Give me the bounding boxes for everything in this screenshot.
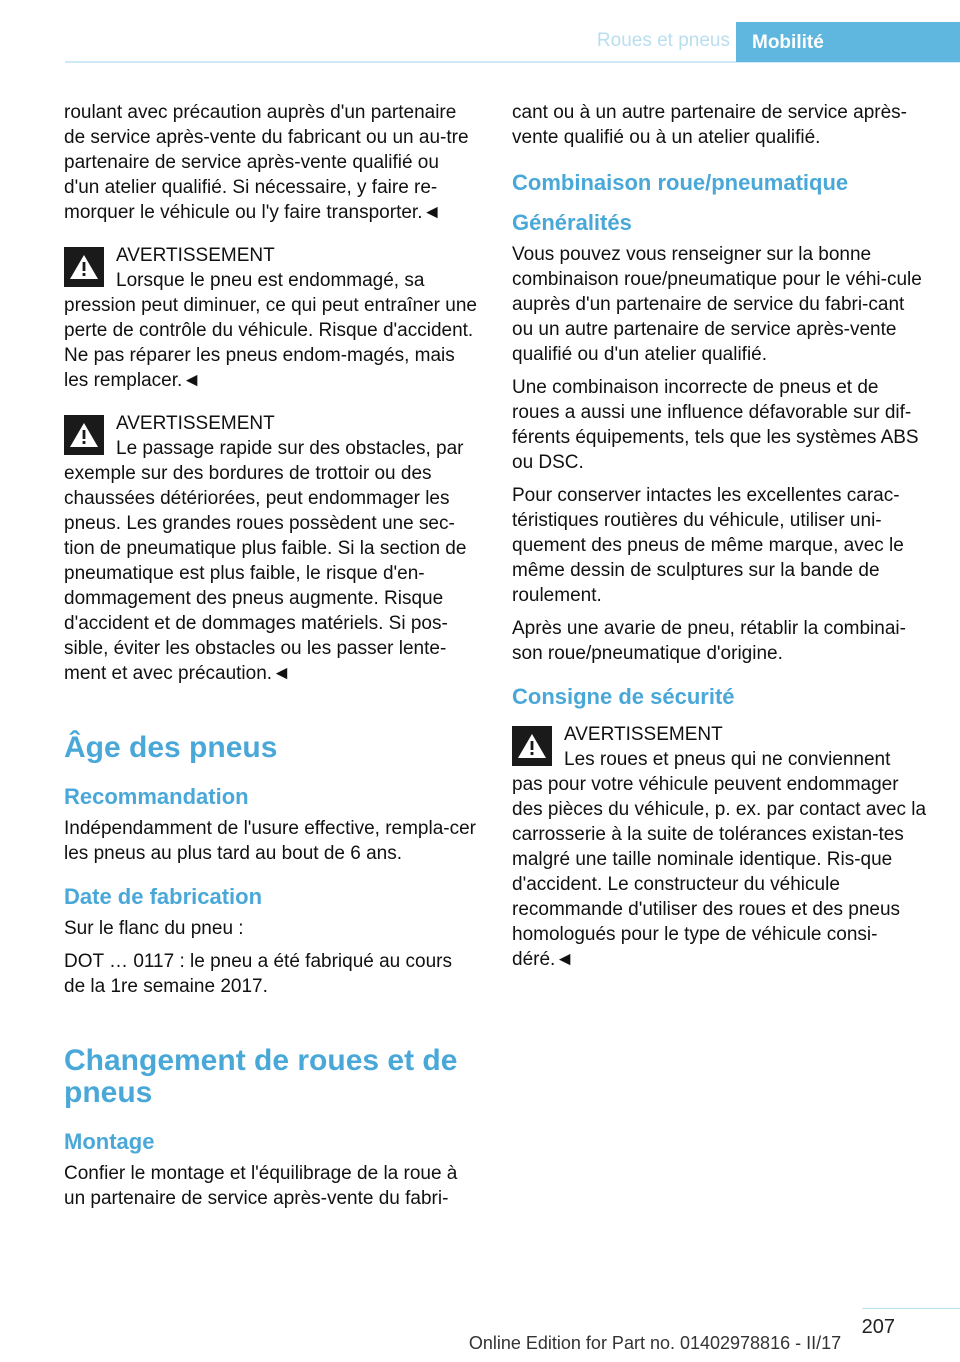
paragraph: Pour conserver intactes les excellentes carac-téristiques routières du véhicule, utiliser uni-quement des pneus de même marque, avec le même dessin de sculptures sur la bande de roulement. xyxy=(512,485,904,606)
warning-text: pression peut diminuer, ce qui peut entraîner une perte de contrôle du véhicule. Risque d'accident. Ne pas réparer les pneus endom-magés, mais les remplacer.◄ xyxy=(64,295,477,391)
paragraph: Une combinaison incorrecte de pneus et de roues a aussi une influence défavorable sur dif-férents équipements, tels que les systèmes ABS ou DSC. xyxy=(512,377,919,473)
warning-block xyxy=(64,243,478,393)
warning-title: AVERTISSEMENT xyxy=(116,413,275,434)
paragraph: Confier le montage et l'équilibrage de la roue à un partenaire de service après-vente du fabri- xyxy=(64,1163,458,1209)
edition-footer: Online Edition for Part no. 01402978816 - II/17 xyxy=(468,1333,842,1353)
heading-consigne-de-securite: Consigne de sécurité xyxy=(512,684,735,709)
paragraph: Sur le flanc du pneu : xyxy=(64,918,244,939)
heading-changement-de-roues: Changement de roues et de pneus xyxy=(64,1044,458,1109)
heading-recommandation: Recommandation xyxy=(64,784,249,809)
warning-block xyxy=(512,722,930,972)
paragraph: cant ou à un autre partenaire de service après-vente qualifié ou à un atelier qualifié. xyxy=(512,102,908,148)
warning-icon xyxy=(512,726,552,766)
left-column xyxy=(64,100,478,1219)
paragraph: Vous pouvez vous renseigner sur la bonne combinaison roue/pneumatique pour le véhi-cule auprès d'un partenaire de service du fabri-cant ou un autre partenaire de service après-vente qualifié ou d'un atelier qualifié. xyxy=(512,244,922,365)
heading-montage: Montage xyxy=(64,1129,155,1154)
heading-combinaison-roue-pneumatique: Combinaison roue/pneumatique xyxy=(512,170,849,195)
right-column xyxy=(512,100,930,980)
warning-text: exemple sur des bordures de trottoir ou des chaussées détériorées, peut endommager les pneus. Les grandes roues possèdent une sec-tion de pneumatique plus faible. Si la section de pneumatique est plus faible, le risque d'en-dommagement des pneus augmente. Risque d'accident et de dommages matériels. Si pos-sible, éviter les obstacles ou les passer lente-ment et avec précaution.◄ xyxy=(64,463,467,684)
warning-icon xyxy=(64,247,104,287)
page-number-rule xyxy=(862,1308,960,1309)
warning-icon xyxy=(64,415,104,455)
heading-generalites: Généralités xyxy=(512,210,632,235)
warning-first-line: Le passage rapide sur des obstacles, par xyxy=(116,438,464,459)
heading-age-des-pneus: Âge des pneus xyxy=(64,731,278,764)
paragraph: Après une avarie de pneu, rétablir la combinai-son roue/pneumatique d'origine. xyxy=(512,618,906,664)
page-number: 207 xyxy=(861,1316,895,1338)
warning-title: AVERTISSEMENT xyxy=(564,724,723,745)
warning-block xyxy=(64,411,478,686)
warning-title: AVERTISSEMENT xyxy=(116,245,275,266)
warning-text: pas pour votre véhicule peuvent endommager des pièces du véhicule, p. ex. par contact avec la carrosserie à la suite de tolérances existan-tes malgré une taille nominale identique. Ris-que d'accident. Le constructeur du véhicule recommande d'utiliser des roues et des pneus homologués pour le type de véhicule consi-déré.◄ xyxy=(512,774,927,970)
warning-first-line: Les roues et pneus qui ne conviennent xyxy=(564,749,891,770)
paragraph: roulant avec précaution auprès d'un partenaire de service après-vente du fabricant ou un au-tre partenaire de service après-vente qualifié ou d'un atelier qualifié. Si nécessaire, y faire re-morquer le véhicule ou l'y faire transporter.◄ xyxy=(64,102,469,223)
header-section-title: Roues et pneus xyxy=(596,30,730,51)
warning-first-line: Lorsque le pneu est endommagé, sa xyxy=(116,270,425,291)
paragraph: DOT … 0117 : le pneu a été fabriqué au cours de la 1re semaine 2017. xyxy=(64,951,452,997)
header-chapter-tab: Mobilité xyxy=(736,22,960,62)
heading-date-de-fabrication: Date de fabrication xyxy=(64,884,263,909)
paragraph: Indépendamment de l'usure effective, rempla-cer les pneus au plus tard au bout de 6 ans. xyxy=(64,818,476,864)
